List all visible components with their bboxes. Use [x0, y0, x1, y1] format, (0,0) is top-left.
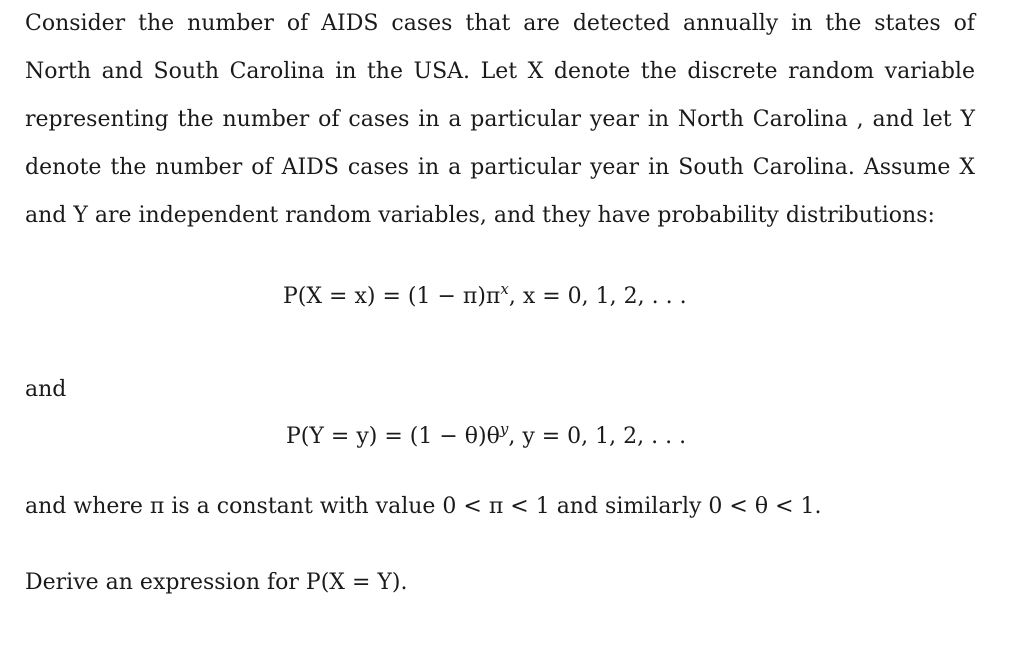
equation-y-exponent: y — [499, 420, 509, 438]
equation-x-exponent: x — [500, 280, 509, 298]
question-text: Derive an expression for P(X = Y). — [25, 570, 408, 595]
intro-line-4: denote the number of AIDS cases in a particular year in South Carolina. Assume X — [25, 155, 975, 180]
intro-line-1: Consider the number of AIDS cases that are detected annually in the states of — [25, 11, 975, 36]
parameter-condition: and where π is a constant with value 0 < π < 1 and similarly 0 < θ < 1. — [25, 494, 822, 519]
connector-and: and — [25, 377, 67, 402]
intro-paragraph — [25, 0, 975, 240]
equation-x-lhs: P(X = x) = (1 − π)π — [283, 284, 501, 309]
intro-line-5: and Y are independent random variables, and they have probability distributions: — [25, 203, 935, 228]
intro-line-3: representing the number of cases in a particular year in North Carolina , and let Y — [25, 107, 975, 132]
equation-x-distribution — [283, 280, 687, 309]
equation-x-rhs: , x = 0, 1, 2, . . . — [508, 284, 687, 309]
intro-line-2: North and South Carolina in the USA. Let X denote the discrete random variable — [25, 59, 975, 84]
equation-y-lhs: P(Y = y) = (1 − θ)θ — [286, 424, 500, 449]
equation-y-rhs: , y = 0, 1, 2, . . . — [508, 424, 687, 449]
equation-y-distribution — [286, 420, 687, 449]
